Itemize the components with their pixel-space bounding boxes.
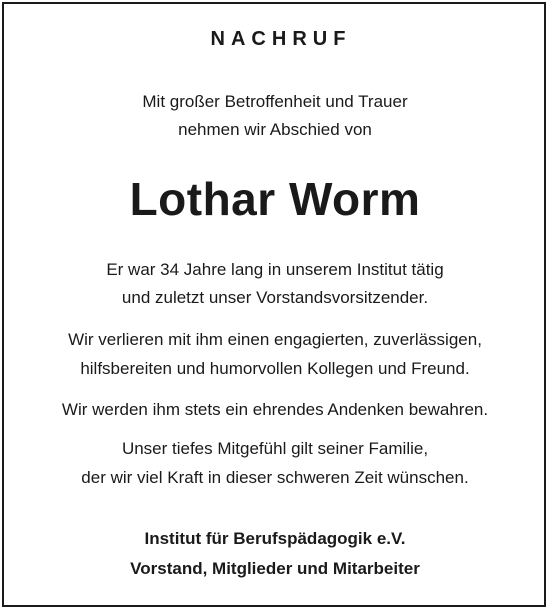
deceased-name: Lothar Worm (129, 173, 421, 225)
notice-heading: NACHRUF (210, 28, 352, 50)
paragraph-1-line-1: Er war 34 Jahre lang in unserem Institut tätig (106, 260, 444, 279)
signature-institute: Institut für Berufspädagogik e.V. (144, 529, 406, 548)
paragraph-1-line-2: und zuletzt unser Vorstandsvorsitzender. (121, 288, 429, 307)
paragraph-3-line-1: Wir werden ihm stets ein ehrendes Andenken bewahren. (61, 400, 489, 419)
paragraph-4-line-1: Unser tiefes Mitgefühl gilt seiner Familie, (121, 439, 429, 458)
paragraph-2-line-2: hilfsbereiten und humorvollen Kollegen und Freund. (80, 359, 470, 378)
paragraph-2-line-1: Wir verlieren mit ihm einen engagierten, zuverlässigen, (68, 330, 482, 349)
intro-line-2: nehmen wir Abschied von (178, 120, 372, 139)
signature-members: Vorstand, Mitglieder und Mitarbeiter (130, 559, 420, 578)
intro-line-1: Mit großer Betroffenheit und Trauer (142, 92, 408, 111)
paragraph-4-line-2: der wir viel Kraft in dieser schweren Zeit wünschen. (81, 468, 469, 487)
